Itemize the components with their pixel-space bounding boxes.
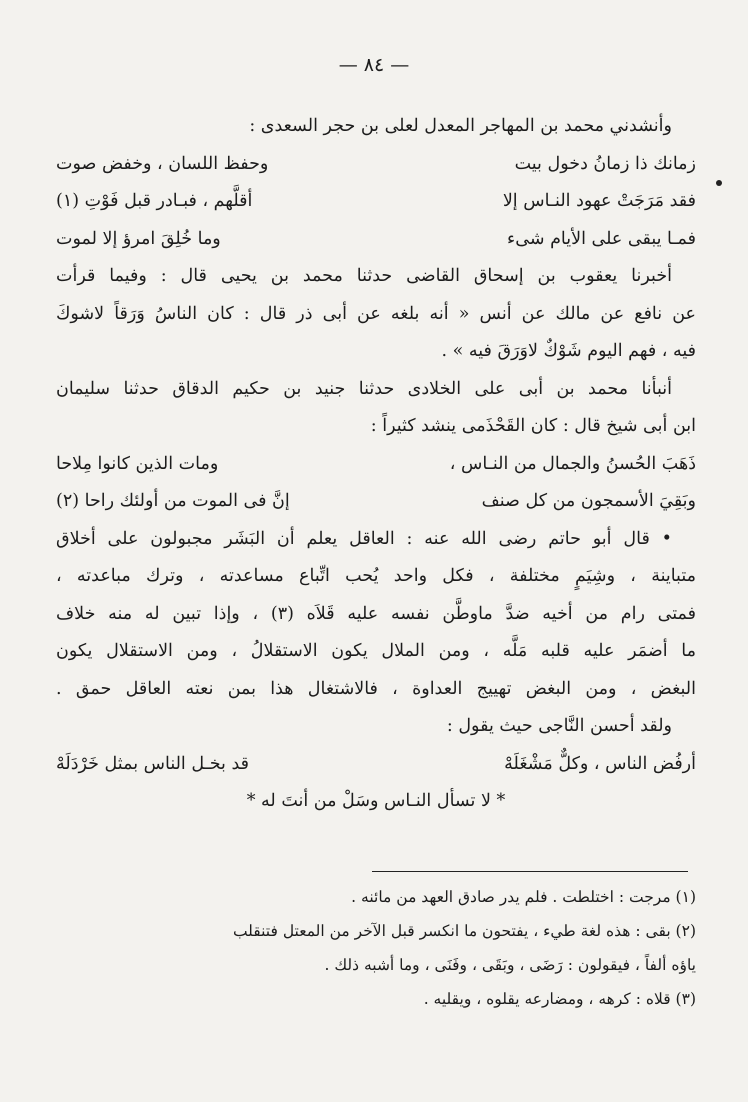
text-line: أنبأنا محمد بن أبى على الخلادى حدثنا جنيد بن حكيم الدقاق حدثنا سليمان xyxy=(56,378,672,399)
text-line: • قال أبو حاتم رضى الله عنه : العاقل يعلم أن البَشَر مجبولون على أخلاق xyxy=(56,528,672,549)
text-line: ابن أبى شيخ قال : كان القَحْذَمى ينشد كثيراً : xyxy=(370,416,696,436)
footnote: (٢) بقى : هذه لغة طيء ، يفتحون ما انكسر قبل الآخر من المعتل فتنقلب xyxy=(232,922,696,940)
verse-second-half: إنَّ فى الموت من أولئك راحا (٢) xyxy=(56,491,290,511)
verse-line xyxy=(56,221,696,259)
page-number: — ٨٤ — xyxy=(338,54,410,76)
verse-first-half: وبَقِيَ الأسمجون من كل صنف xyxy=(481,491,696,511)
verse-closing-line: * لا تسأل النـاس وسَلْ من أنتَ له * xyxy=(246,791,506,811)
main-text xyxy=(56,108,696,821)
footnote: (١) مرجت : اختلطت . فلم يدر صادق العهد من مائنه . xyxy=(351,888,696,906)
verse-first-half: فقد مَرَجَتْ عهود النـاس إلا xyxy=(502,191,696,211)
verse-second-half: وحفظ اللسان ، وخفض صوت xyxy=(56,153,269,174)
verse-first-half: أرفُض الناس ، وكلٌّ مَشْغَلَهْ xyxy=(504,753,696,774)
text-line: فيه ، فهم اليوم شَوْكٌ لاوَرَقَ فيه » . xyxy=(441,341,696,361)
verse-first-half: ذَهَبَ الحُسنُ والجمال من النـاس ، xyxy=(449,453,696,474)
text-line: متباينة ، وشِيَمٍ مختلفة ، فكل واحد يُحب اتِّباع مساعدته ، وترك مباعدته ، xyxy=(56,566,696,586)
text-line: ما أضمَر عليه قلبه مَلَّه ، ومن الملال يكون الاستقلالُ ، ومن الاستقلال يكون xyxy=(56,641,696,661)
text-line: البغض ، ومن البغض تهييج العداوة ، فالاشتغال هذا بمن نعته العاقل حمق . xyxy=(56,678,696,699)
verse-first-half: زمانك ذا زمانُ دخول بيت xyxy=(514,153,696,174)
verse-line xyxy=(56,183,696,221)
text-line: أخبرنا يعقوب بن إسحاق القاضى حدثنا محمد بن يحيى قال : وفيما قرأت xyxy=(56,266,672,286)
verse-line xyxy=(56,146,696,184)
verse-line xyxy=(56,483,696,521)
text-line: عن نافع عن مالك عن أنس « أنه بلغه عن أبى ذر قال : كان الناسُ وَرَقاً لاشوكَ xyxy=(56,303,696,324)
footnotes xyxy=(56,880,696,1016)
footnote: (٣) قلاه : كرهه ، ومضارعه يقلوه ، ويقليه . xyxy=(423,990,696,1008)
verse-line xyxy=(56,446,696,484)
verse-second-half: قد بخـل الناس بمثل خَرْدَلَهْ xyxy=(56,753,250,774)
verse-second-half: ومات الذين كانوا مِلاحا xyxy=(56,453,219,474)
footnote-rule xyxy=(372,871,688,872)
verse-second-half: وما خُلِقَ امرؤ إلا لموت xyxy=(56,228,221,249)
verse-first-half: فمـا يبقى على الأيام شىء xyxy=(507,228,696,249)
verse-line xyxy=(56,746,696,784)
text-line: فمتى رام من أخيه ضدَّ ماوطَّن نفسه عليه قَلاَه (٣) ، وإذا تبين له منه خلاف xyxy=(56,603,696,624)
footnote-continuation: ياؤه ألفاً ، فيقولون : رَضَى ، وبَقَى ، وفَنَى ، وما أشبه ذلك . xyxy=(324,956,696,974)
verse-second-half: أقلَّهم ، فبـادر قبل فَوْتِ (١) xyxy=(56,191,253,211)
text-line: ولقد أحسن النَّاجى حيث يقول : xyxy=(446,716,672,736)
text-line: وأنشدني محمد بن المهاجر المعدل لعلى بن حجر السعدى : xyxy=(249,116,672,136)
ink-dot xyxy=(716,180,722,186)
